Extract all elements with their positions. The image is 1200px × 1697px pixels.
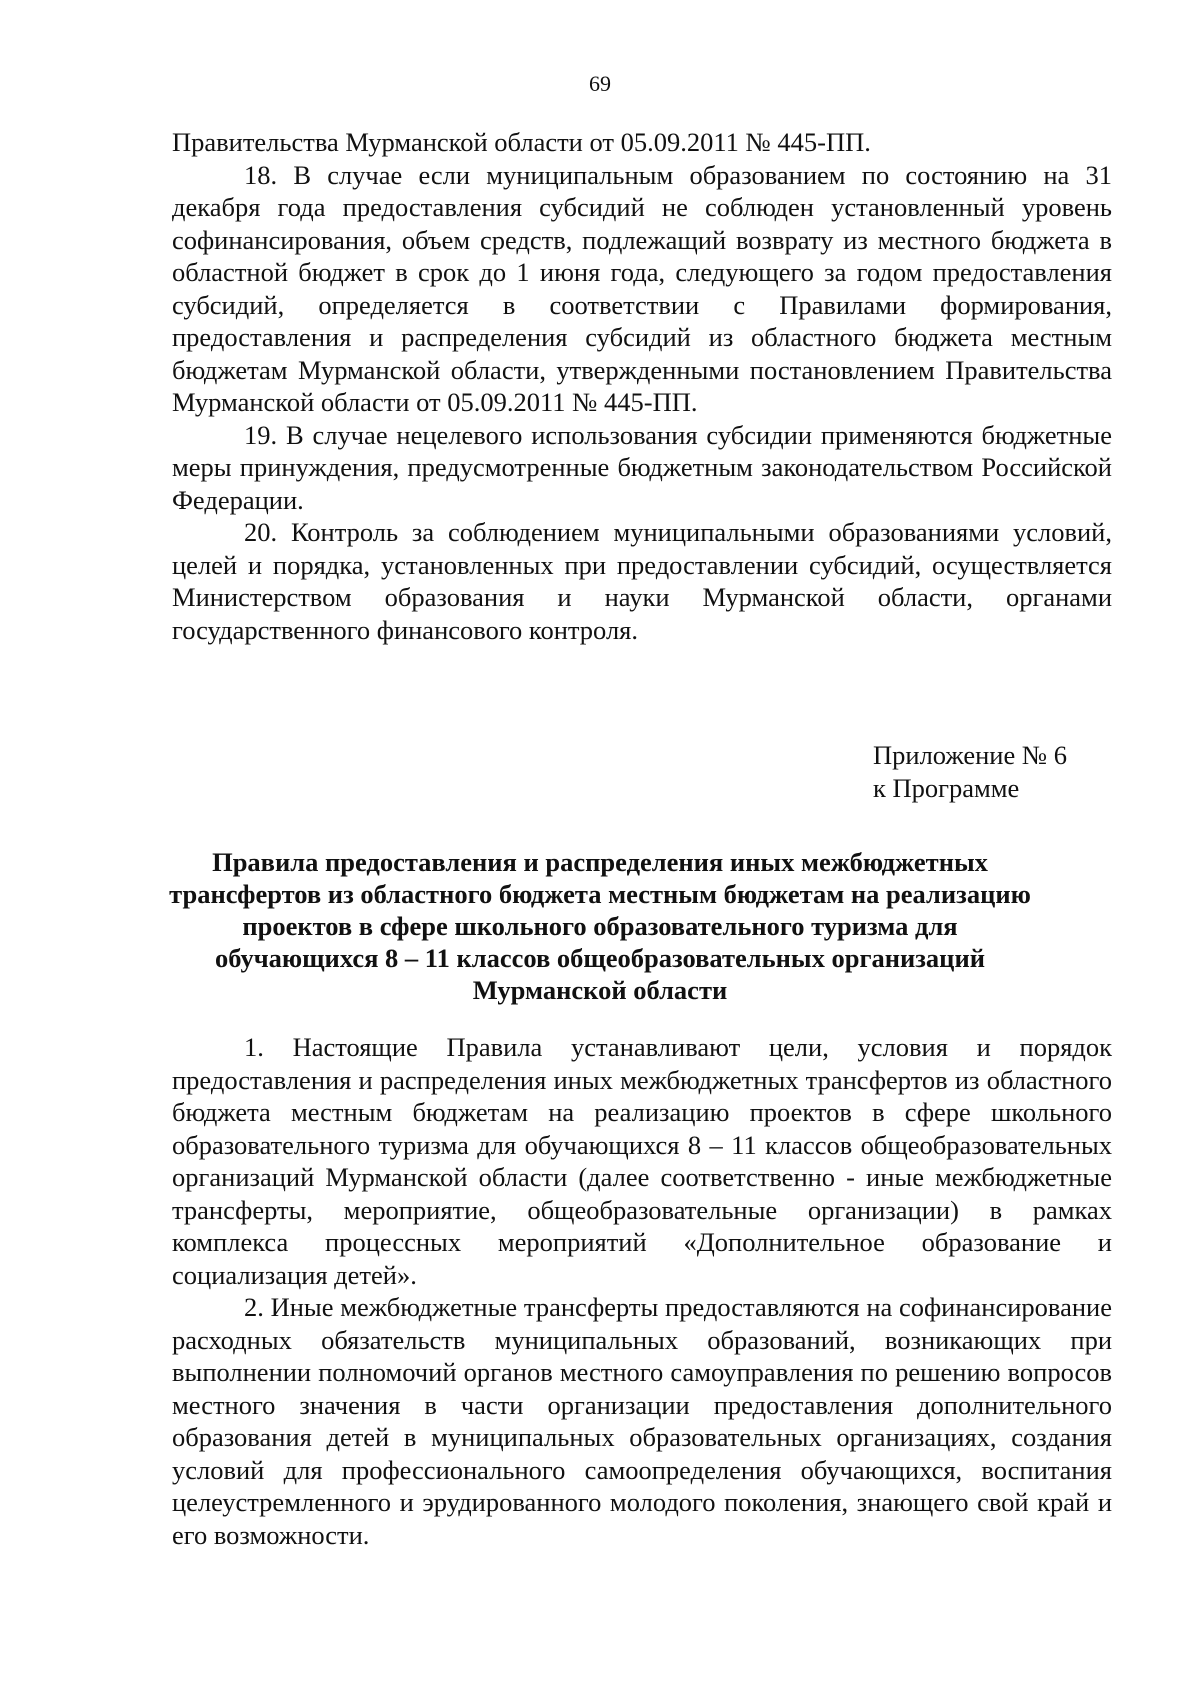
continuation-line: Правительства Мурманской области от 05.09.2011 № 445-ПП. (172, 127, 871, 157)
title-line-1: Правила предоставления и распределения иных межбюджетных (212, 847, 988, 877)
title-line-5: Мурманской области (472, 975, 728, 1005)
rules-title (150, 846, 1050, 1006)
title-line-4: обучающихся 8 – 11 классов общеобразовательных организаций (215, 943, 985, 973)
item-2: 2. Иные межбюджетные трансферты предоставляются на софинансирование расходных обязательств муниципальных образований, возникающих при выполнении полномочий органов местного самоуправления по решению вопросов местного значения в части организации предоставления дополнительного образования детей в муниципальных образовательных организациях, создания условий для профессионального самоопределения обучающихся, воспитания целеустремленного и эрудированного молодого поколения, знающего свой край и его возможности. (172, 1292, 1112, 1550)
section-b (172, 1031, 1112, 1551)
appendix-line-2: к Программе (873, 772, 1020, 803)
item-19: 19. В случае нецелевого использования субсидии применяются бюджетные меры принуждения, предусмотренные бюджетным законодательством Российской Федерации. (172, 419, 1112, 515)
item-1: 1. Настоящие Правила устанавливают цели, условия и порядок предоставления и распределения иных межбюджетных трансфертов из областного бюджета местным бюджетам на реализацию проектов в сфере школьного образовательного туризма для обучающихся 8 – 11 классов общеобразовательных организаций Мурманской области (далее соответственно - иные межбюджетные трансферты, мероприятие, общеобразовательные организации) в рамках комплекса процессных мероприятий «Дополнительное образование и социализация детей». (172, 1032, 1112, 1290)
title-line-2: трансфертов из областного бюджета местным бюджетам на реализацию (169, 879, 1031, 909)
item-18: 18. В случае если муниципальным образованием по состоянию на 31 декабря года предоставления субсидий не соблюден установленный уровень софинансирования, объем средств, подлежащий возврату из местного бюджета в областной бюджет в срок до 1 июня года, следующего за годом предоставления субсидий, определяется в соответствии с Правилами формирования, предоставления и распределения субсидий из областного бюджета местным бюджетам Мурманской области, утвержденными постановлением Правительства Мурманской области от 05.09.2011 № 445-ПП. (172, 159, 1112, 417)
appendix-label (873, 739, 1067, 804)
page-number: 69 (589, 71, 611, 96)
appendix-line-1: Приложение № 6 (873, 740, 1068, 770)
item-20: 20. Контроль за соблюдением муниципальными образованиями условий, целей и порядка, установленных при предоставлении субсидий, осуществляется Министерством образования и науки Мурманской области, органами государственного финансового контроля. (172, 517, 1112, 645)
section-a (172, 126, 1112, 646)
title-line-3: проектов в сфере школьного образовательного туризма для (242, 911, 958, 941)
